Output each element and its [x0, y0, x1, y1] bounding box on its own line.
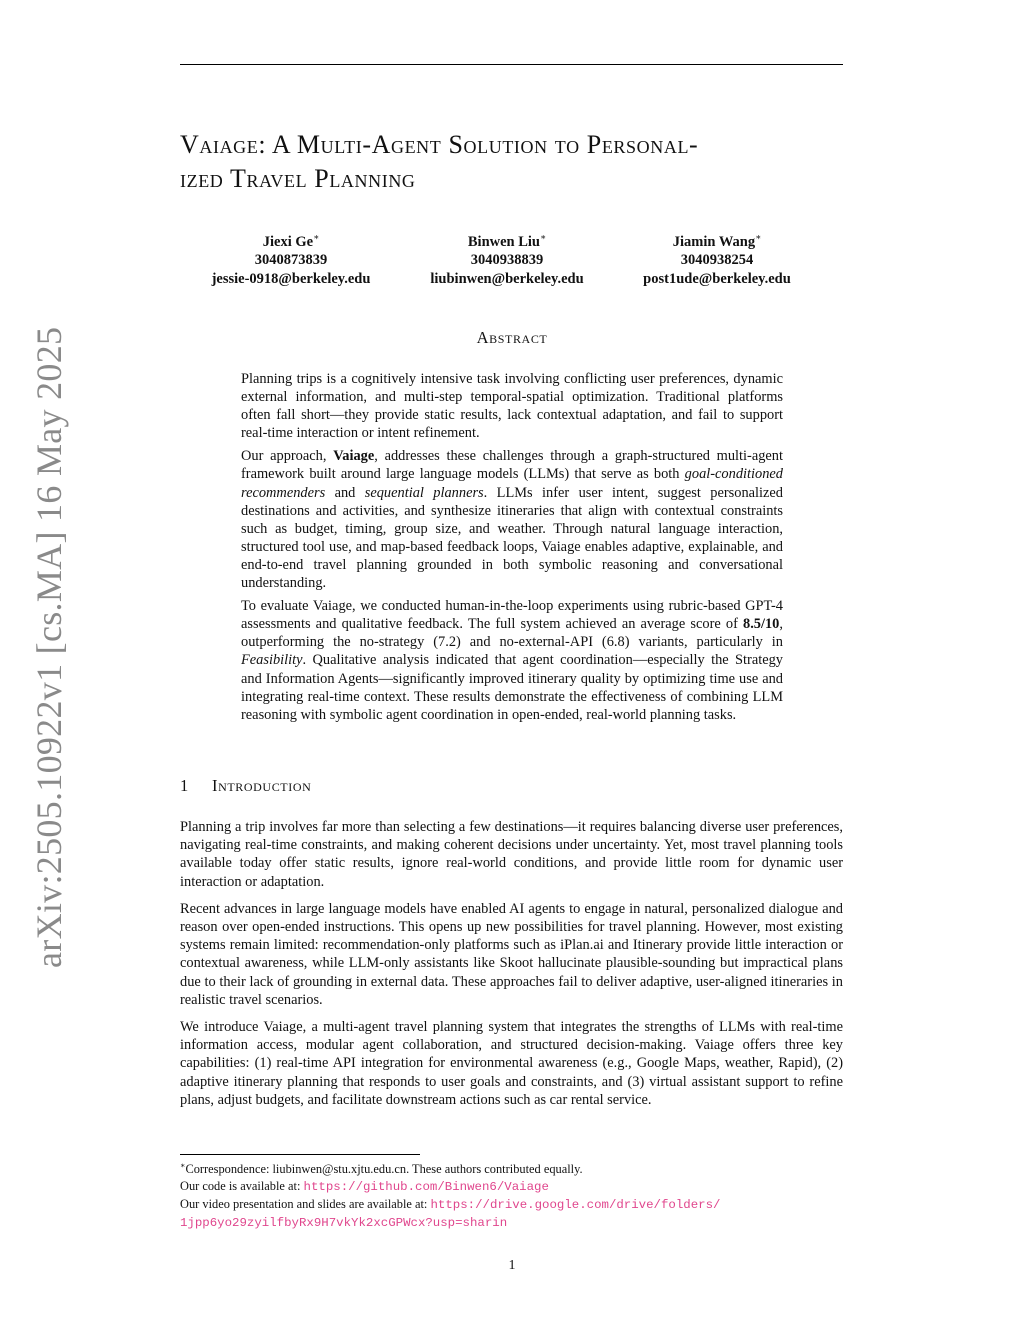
author-name: Jiamin Wang [672, 233, 756, 250]
abstract-paragraph-1: Planning trips is a cognitively intensive task involving conflicting user preferences, dynamic external information, and multi-step temporal-spatial optimization. Traditional platforms often fall short—they provide static results, lack contextual adaptation, and fail to support real-time interaction or intent refinement. [241, 371, 783, 442]
intro-paragraph-2: Recent advances in large language models have enabled AI agents to engage in natural, personalized dialogue and reason over open-ended instructions. This opens up new possibilities for travel planning. However, most existing systems remain limited: recommendation-only platforms such as iPlan.ai and Itinerary provide little interaction or contextual awareness, while LLM-only assistants like Skoot hallucinate plausible-sounding but impractical plans due to their lack of grounding in external data. These approaches fail to deliver adaptive, user-aligned itineraries in realistic travel scenarios. [180, 900, 843, 1008]
video-label: Our video presentation and slides are available at: [180, 1197, 431, 1212]
footnote-video-continued [180, 1214, 848, 1232]
code-label: Our code is available at: [180, 1179, 304, 1194]
system-name-bold: Vaiage [333, 448, 375, 465]
equal-contribution-mark: ∗ [540, 232, 547, 242]
title-line-1: Vaiage: A Multi-Agent Solution to Personal- [180, 130, 699, 159]
score-bold: 8.5/10 [743, 616, 780, 633]
code-link[interactable]: https://github.com/Binwen6/Vaiage [303, 1180, 549, 1195]
abstract-heading: Abstract [476, 328, 548, 347]
text-run: , addresses these challenges through a graph-structured multi-agent framework built around large language models (LLMs) that serve as both [241, 448, 783, 483]
author-email: liubinwen@berkeley.edu [430, 270, 584, 287]
footnote-mark: ∗ [180, 1161, 186, 1170]
author-id: 3040938839 [470, 252, 544, 269]
arxiv-identifier: arXiv:2505.10922v1 [cs.MA] 16 May 2025 [29, 326, 69, 968]
author-2 [407, 228, 607, 288]
intro-paragraph-3: We introduce Vaiage, a multi-agent travel planning system that integrates the strengths of LLMs with real-time information access, modular agent collaboration, and structured decision-making. Vaiage offers three key capabilities: (1) real-time API integration for environmental awareness (e.g., Google Maps, weather, Rapid), (2) adaptive itinerary planning that responds to user goals and constraints, and (3) virtual assistant support to refine plans, adjust budgets, and facilitate downstream actions such as car rental service. [180, 1019, 843, 1108]
text-run: . LLMs infer user intent, suggest personalized destinations and activities, and synthesize itineraries that align with contextual constraints such as budget, timing, group size, and weather. Through natural language interaction, structured tool use, and map-based feedback loops, Vaiage enables adaptive, explainable, and end-to-end travel planning grounded in both symbolic reasoning and conversational understanding. [241, 484, 783, 592]
author-email: post1ude@berkeley.edu [643, 270, 791, 287]
author-id: 3040938254 [680, 252, 754, 269]
page-number: 1 [508, 1258, 516, 1273]
author-name: Jiexi Ge [262, 233, 314, 250]
footnote-code [180, 1178, 848, 1196]
text-run: and [325, 484, 365, 501]
top-rule [180, 64, 843, 65]
abstract-paragraph-2 [241, 447, 783, 592]
footnote-video [180, 1196, 848, 1214]
author-id: 3040873839 [254, 252, 328, 269]
equal-contribution-mark: ∗ [755, 232, 762, 242]
video-link-continued[interactable]: 1jpp6yo29zyilfbyRx9H7vkYk2xcGPWcx?usp=sharin [180, 1216, 508, 1231]
text-run: . Qualitative analysis indicated that agent coordination—especially the Strategy and Information Agents—significantly improved itinerary quality by optimizing time use and integrating real-time context. These results demonstrate the effectiveness of combining LLM reasoning with symbolic agent coordination in open-ended, real-world planning tasks. [241, 652, 783, 723]
section-number: 1 [180, 776, 189, 795]
emphasis-text: goal-conditioned recommenders [241, 466, 783, 501]
footnote-correspondence [180, 1157, 848, 1178]
author-1 [186, 228, 396, 288]
emphasis-text: Feasibility [241, 652, 303, 669]
text-run: , outperforming the no-strategy (7.2) and no-external-API (6.8) variants, particularly in [241, 616, 783, 651]
title-line-2: ized Travel Planning [180, 164, 416, 193]
author-email: jessie-0918@berkeley.edu [211, 270, 371, 287]
section-heading-introduction [180, 776, 311, 796]
equal-contribution-mark: ∗ [313, 232, 320, 242]
paper-title [180, 128, 850, 196]
introduction-body [180, 818, 843, 1118]
emphasis-text: sequential planners [364, 484, 484, 501]
correspondence-text: Correspondence: liubinwen@stu.xjtu.edu.cn. These authors contributed equally. [185, 1162, 583, 1177]
intro-paragraph-1: Planning a trip involves far more than selecting a few destinations—it requires balancing diverse user preferences, navigating real-time constraints, and making coherent decisions under uncertainty. Yet, most travel planning tools available today offer static results, ignore real-world conditions, and provide little room for dynamic user interaction or adaptation. [180, 819, 843, 890]
section-title: Introduction [212, 776, 312, 795]
footnotes [180, 1157, 848, 1232]
author-3 [625, 228, 809, 288]
abstract-body [241, 370, 783, 729]
text-run: Our approach, [241, 448, 334, 465]
text-run: To evaluate Vaiage, we conducted human-in-the-loop experiments using rubric-based GPT-4 assessments and qualitative feedback. The full system achieved an average score of [241, 598, 783, 633]
footnote-rule [180, 1154, 420, 1155]
author-name: Binwen Liu [467, 233, 540, 250]
abstract-paragraph-3 [241, 597, 783, 724]
video-link[interactable]: https://drive.google.com/drive/folders/ [430, 1198, 721, 1213]
